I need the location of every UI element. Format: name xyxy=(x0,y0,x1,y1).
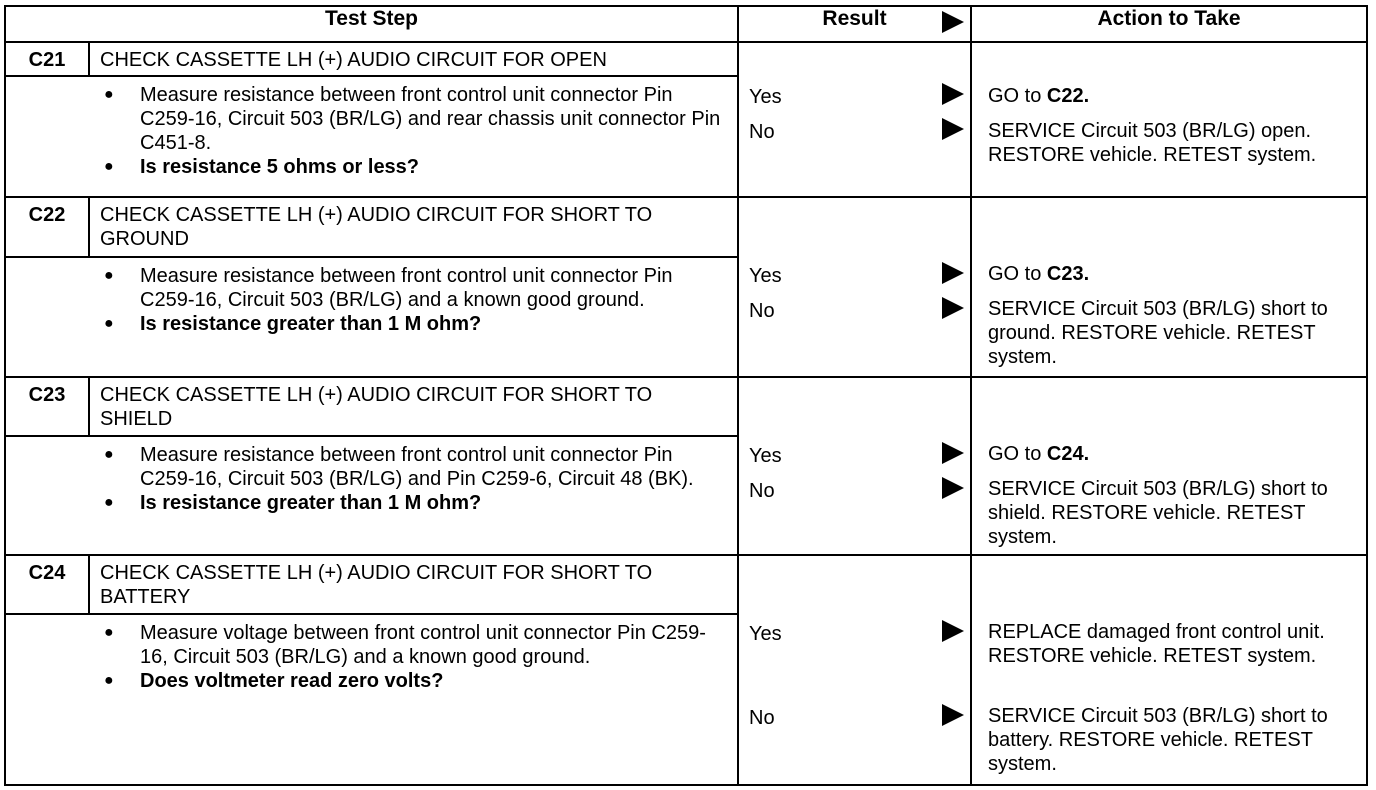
result-no xyxy=(749,297,964,325)
step-code: C24 xyxy=(6,556,90,613)
header-test-step: Test Step xyxy=(5,6,738,42)
question-text: Is resistance 5 ohms or less? xyxy=(140,156,420,178)
list-item xyxy=(102,491,731,515)
step-code: C22 xyxy=(6,198,90,256)
action-cell xyxy=(971,377,1367,555)
bullet-icon: ● xyxy=(104,446,114,463)
pinpoint-test-table xyxy=(4,5,1368,786)
step-code: C21 xyxy=(6,43,90,75)
step-title: CHECK CASSETTE LH (+) AUDIO CIRCUIT FOR SHORT TO BATTERY xyxy=(100,562,653,608)
arrow-right-icon xyxy=(942,297,964,325)
result-yes xyxy=(749,442,964,470)
list-item xyxy=(102,83,731,155)
step-title: CHECK CASSETTE LH (+) AUDIO CIRCUIT FOR SHORT TO GROUND xyxy=(100,204,653,250)
action-yes xyxy=(988,84,1360,108)
bullet-icon: ● xyxy=(104,672,114,689)
step-body xyxy=(6,437,737,521)
test-step-cell xyxy=(5,377,738,555)
question-text: Is resistance greater than 1 M ohm? xyxy=(140,313,482,335)
action-no: SERVICE Circuit 503 (BR/LG) short to ground. RESTORE vehicle. RETEST system. xyxy=(988,298,1328,368)
action-cell xyxy=(971,555,1367,785)
action-yes xyxy=(988,262,1360,286)
action-yes-step: C24. xyxy=(1046,443,1090,465)
header-result xyxy=(738,6,971,42)
list-item xyxy=(102,312,731,336)
bullet-icon: ● xyxy=(104,624,114,641)
test-step-cell xyxy=(5,555,738,785)
action-no: SERVICE Circuit 503 (BR/LG) short to shield. RESTORE vehicle. RETEST system. xyxy=(988,478,1328,548)
step-body xyxy=(6,258,737,342)
arrow-right-icon xyxy=(942,477,964,505)
bullet-icon: ● xyxy=(104,267,114,284)
step-title: CHECK CASSETTE LH (+) AUDIO CIRCUIT FOR SHORT TO SHIELD xyxy=(100,384,653,430)
table-row xyxy=(5,42,1367,197)
result-yes-label: Yes xyxy=(749,85,782,108)
result-no xyxy=(749,704,964,732)
header-result-label: Result xyxy=(822,7,887,30)
bullet-icon: ● xyxy=(104,494,114,511)
result-yes-label: Yes xyxy=(749,622,782,645)
list-item xyxy=(102,621,731,669)
measure-text: Measure resistance between front control unit connector Pin C259-16, Circuit 503 (BR/LG) and rear chassis unit connector Pin C451-8. xyxy=(140,84,721,154)
action-yes: REPLACE damaged front control unit. RESTORE vehicle. RETEST system. xyxy=(988,621,1325,667)
action-yes-prefix: GO to xyxy=(988,85,1047,107)
result-yes xyxy=(749,83,964,111)
measure-text: Measure voltage between front control unit connector Pin C259-16, Circuit 503 (BR/LG) and a known good ground. xyxy=(140,622,706,668)
result-yes-label: Yes xyxy=(749,444,782,467)
result-no-label: No xyxy=(749,706,775,729)
list-item xyxy=(102,443,731,491)
action-yes-prefix: GO to xyxy=(988,263,1047,285)
bullet-icon: ● xyxy=(104,86,114,103)
header-row xyxy=(5,6,1367,42)
bullet-icon: ● xyxy=(104,158,114,175)
step-instructions xyxy=(92,258,737,342)
measure-text: Measure resistance between front control unit connector Pin C259-16, Circuit 503 (BR/LG) and a known good ground. xyxy=(140,265,673,311)
diagnostic-table-page xyxy=(4,5,1366,784)
action-cell xyxy=(971,197,1367,377)
header-action: Action to Take xyxy=(971,6,1367,42)
action-no: SERVICE Circuit 503 (BR/LG) short to battery. RESTORE vehicle. RETEST system. xyxy=(988,705,1328,775)
measure-text: Measure resistance between front control unit connector Pin C259-16, Circuit 503 (BR/LG) and Pin C259-6, Circuit 48 (BK). xyxy=(140,444,694,490)
action-yes xyxy=(988,442,1360,466)
step-body xyxy=(6,615,737,699)
arrow-right-icon xyxy=(942,704,964,732)
action-yes-prefix: GO to xyxy=(988,443,1047,465)
list-item xyxy=(102,669,731,693)
result-yes xyxy=(749,262,964,290)
step-header xyxy=(6,198,737,258)
result-no-label: No xyxy=(749,479,775,502)
result-no-label: No xyxy=(749,120,775,143)
step-header xyxy=(6,556,737,615)
result-cell xyxy=(738,197,971,377)
table-row xyxy=(5,377,1367,555)
bullet-icon: ● xyxy=(104,315,114,332)
list-item xyxy=(102,155,731,179)
test-step-cell xyxy=(5,197,738,377)
arrow-right-icon xyxy=(942,83,964,111)
arrow-right-icon xyxy=(942,262,964,290)
step-title: CHECK CASSETTE LH (+) AUDIO CIRCUIT FOR OPEN xyxy=(100,49,607,71)
test-step-cell xyxy=(5,42,738,197)
action-yes-step: C23. xyxy=(1046,263,1090,285)
action-yes-step: C22. xyxy=(1046,85,1090,107)
result-no xyxy=(749,118,964,146)
question-text: Does voltmeter read zero volts? xyxy=(140,670,444,692)
list-item xyxy=(102,264,731,312)
result-cell xyxy=(738,377,971,555)
step-header xyxy=(6,43,737,77)
action-no: SERVICE Circuit 503 (BR/LG) open. RESTORE vehicle. RETEST system. xyxy=(988,120,1317,166)
table-row xyxy=(5,555,1367,785)
question-text: Is resistance greater than 1 M ohm? xyxy=(140,492,482,514)
step-instructions xyxy=(92,615,737,699)
arrow-right-icon xyxy=(942,11,964,39)
result-yes-label: Yes xyxy=(749,264,782,287)
step-instructions xyxy=(92,437,737,521)
arrow-right-icon xyxy=(942,442,964,470)
result-no xyxy=(749,477,964,505)
step-header xyxy=(6,378,737,437)
table-row xyxy=(5,197,1367,377)
result-cell xyxy=(738,555,971,785)
result-cell xyxy=(738,42,971,197)
step-code: C23 xyxy=(6,378,90,435)
result-yes xyxy=(749,620,964,648)
result-no-label: No xyxy=(749,299,775,322)
arrow-right-icon xyxy=(942,620,964,648)
step-body xyxy=(6,77,737,185)
arrow-right-icon xyxy=(942,118,964,146)
step-instructions xyxy=(92,77,737,185)
action-cell xyxy=(971,42,1367,197)
